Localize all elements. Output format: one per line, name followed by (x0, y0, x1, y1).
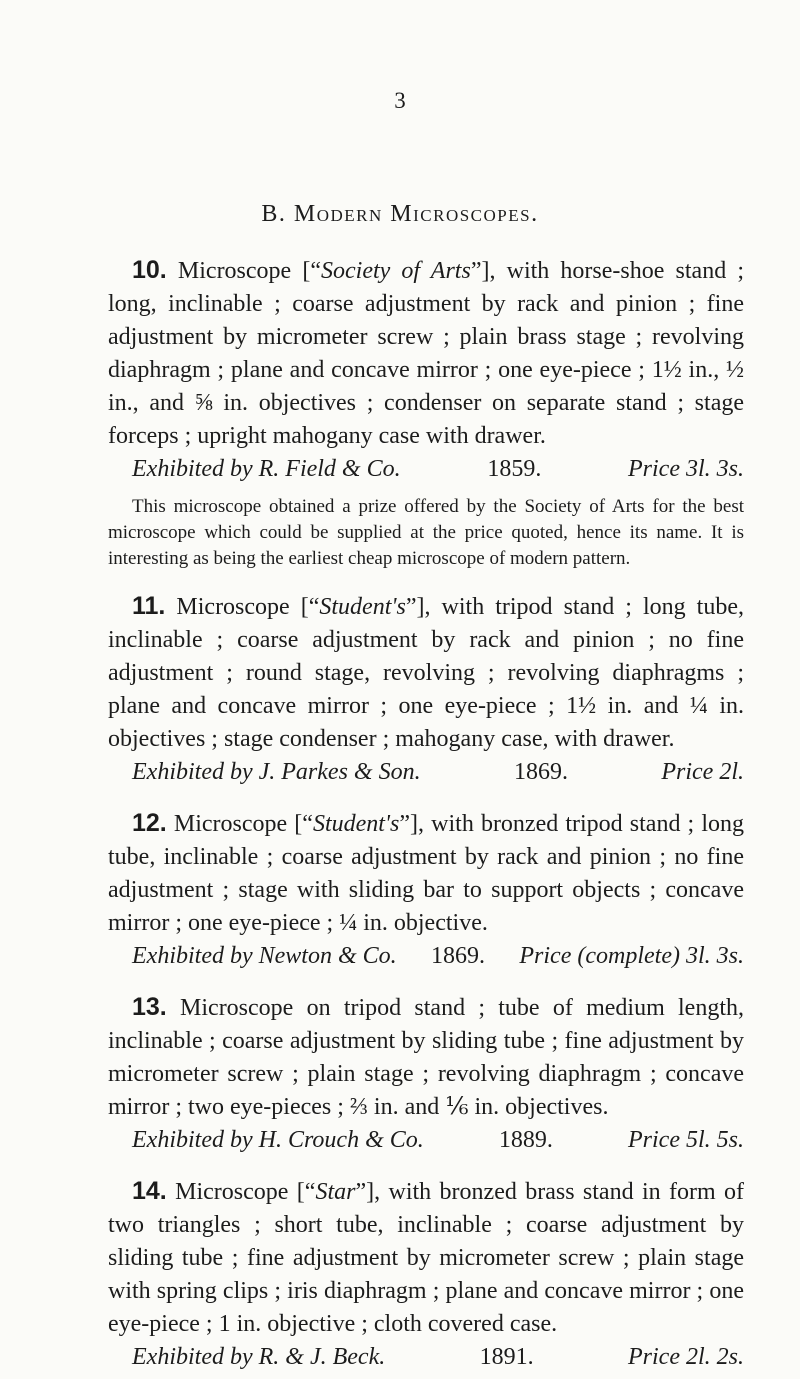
catalogue-entry-12 (108, 807, 744, 973)
entry-text: ”], with bronzed tripod stand ; long tube, inclinable ; coarse adjustment by rack and pinion ; no fine adjustment ; stage with sliding bar to support objects ; concave mirror ; one eye-piece ; ¼ in. objective. (108, 811, 744, 936)
catalogue-entry-14 (108, 1175, 744, 1374)
entry-model-name: Student's (319, 594, 406, 620)
entry-lead: Microscope on tripod stand ; tube of medium length, inclinable ; coarse adjustment by sliding tube ; fine adjustment by micrometer screw ; plain stage ; revolving diaphragm ; concave mirror ; two eye-pieces ; ⅔ in. and ⅙ in. objectives. (108, 995, 744, 1120)
entry-exhibitor-line (108, 940, 744, 973)
entry-exhibitor-line (108, 453, 744, 486)
entry-description (108, 991, 744, 1124)
entry-year: 1889. (498, 1127, 553, 1153)
entry-model-name: Society of Arts (321, 258, 471, 284)
entry-lead: Microscope [“ (173, 811, 313, 837)
entry-exhibitor-line (108, 1341, 744, 1374)
entry-number: 11. (132, 592, 166, 620)
entry-price: Price 5l. 5s. (628, 1127, 744, 1153)
entry-number: 12. (132, 809, 167, 837)
entry-exhibitor: Exhibited by J. Parkes & Son. (132, 759, 421, 785)
entry-description (108, 254, 744, 453)
entry-price: Price (complete) 3l. 3s. (519, 943, 744, 969)
entry-model-name: Student's (312, 811, 400, 837)
entry-text: ”], with bronzed brass stand in form of two triangles ; short tube, inclinable ; coarse adjustment by sliding tube ; fine adjustment by micrometer screw ; plain stage with spring clips ; iris diaphragm ; plane and concave mirror ; one eye-piece ; 1 in. objective ; cloth covered case. (108, 1179, 745, 1337)
section-heading: B. Modern Microscopes. (261, 201, 539, 227)
catalogue-entry-13 (108, 991, 744, 1157)
entry-model-name: Star (315, 1179, 356, 1205)
entry-lead: Microscope [“ (177, 258, 321, 284)
entry-text: ”], with horse-shoe stand ; long, inclinable ; coarse adjustment by rack and pinion ; fine adjustment by micrometer screw ; plain brass stage ; revolving diaphragm ; plane and concave mirror ; one eye-piece ; 1½ in., ½ in., and ⅝ in. objectives ; condenser on separate stand ; stage forceps ; upright mahogany case with drawer. (108, 258, 744, 449)
catalogue-entry-11 (108, 590, 744, 789)
entry-exhibitor: Exhibited by H. Crouch & Co. (132, 1127, 424, 1153)
entry-number: 13. (132, 993, 167, 1021)
entry-exhibitor: Exhibited by R. & J. Beck. (132, 1344, 386, 1370)
entry-description (108, 807, 744, 940)
entry-price: Price 2l. (661, 759, 744, 785)
entry-year: 1869. (513, 759, 568, 785)
entry-lead: Microscope [“ (175, 1179, 316, 1205)
entry-price: Price 2l. 2s. (628, 1344, 744, 1370)
entry-description (108, 590, 744, 756)
entry-note: This microscope obtained a prize offered by the Society of Arts for the best microscope which could be supplied at the price quoted, hence its name. It is interesting as being the earliest cheap microscope of modern pattern. (108, 496, 744, 569)
entry-exhibitor: Exhibited by R. Field & Co. (132, 456, 401, 482)
entry-year: 1869. (431, 943, 486, 969)
entry-year: 1891. (479, 1344, 534, 1370)
catalogue-entries (108, 254, 744, 1379)
entry-exhibitor-line (108, 756, 744, 789)
entry-description (108, 1175, 744, 1341)
entry-price: Price 3l. 3s. (628, 456, 744, 482)
entry-exhibitor-line (108, 1124, 744, 1157)
entry-number: 14. (132, 1177, 167, 1205)
entry-text: ”], with tripod stand ; long tube, inclinable ; coarse adjustment by rack and pinion ; no fine adjustment ; round stage, revolving ; revolving diaphragms ; plane and concave mirror ; one eye-piece ; 1½ in. and ¼ in. objectives ; stage condenser ; mahogany case, with drawer. (108, 594, 744, 752)
entry-year: 1859. (487, 456, 542, 482)
entry-number: 10. (132, 256, 167, 284)
entry-lead: Microscope [“ (176, 594, 320, 620)
page-number: 3 (394, 88, 406, 113)
catalogue-entry-10 (108, 254, 744, 572)
entry-exhibitor: Exhibited by Newton & Co. (132, 943, 397, 969)
